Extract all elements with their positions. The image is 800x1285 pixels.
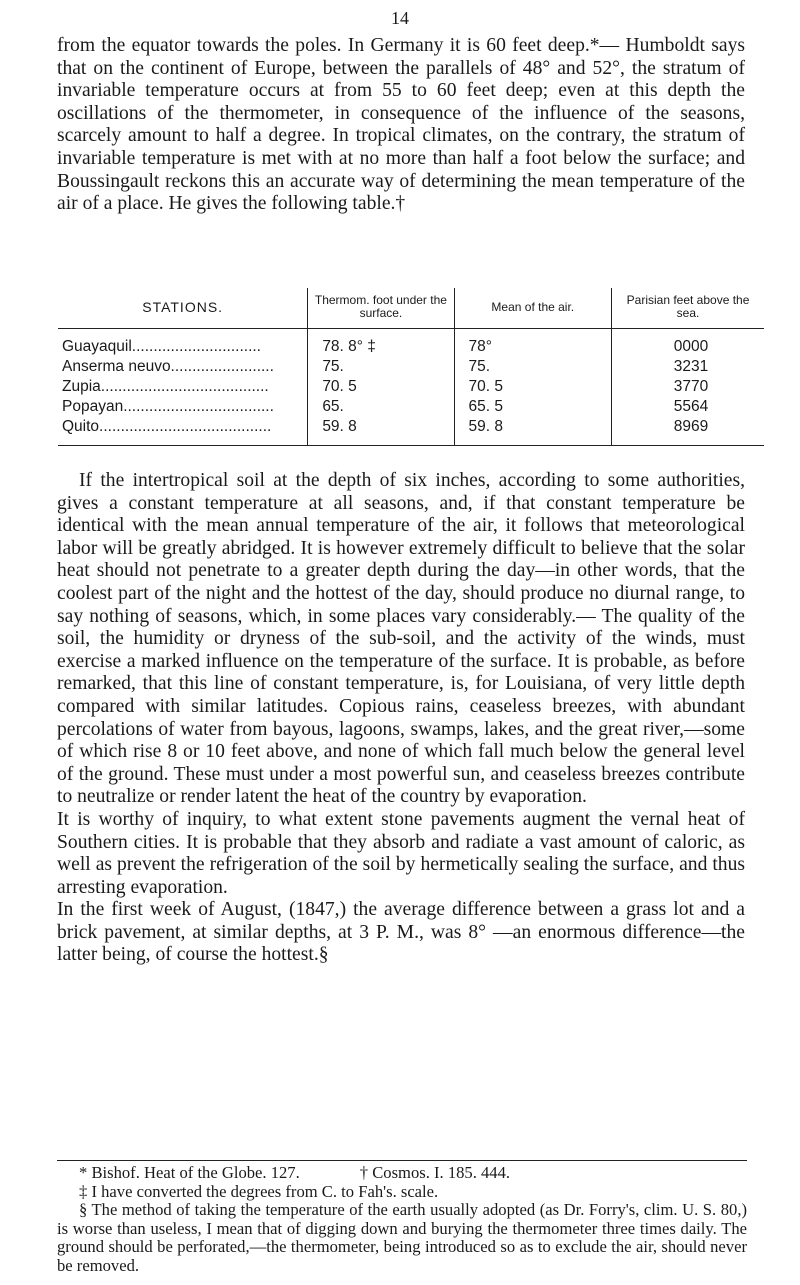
table-row <box>58 357 764 377</box>
feet-value: 3231 <box>673 358 709 375</box>
table-row <box>58 377 764 397</box>
thermom-value: 70. 5 <box>308 377 454 397</box>
paragraph-stone-pavements: It is worthy of inquiry, to what extent stone pavements augment the vernal heat of Southern cities. It is probable that they absorb and radiate a vast amount of caloric, as well as prevent the refrigeration of the soil by hermetically sealing the surface, and thus arresting evaporation. <box>57 808 745 898</box>
footnote-line-1 <box>57 1164 747 1183</box>
table-row <box>58 397 764 417</box>
header-mean-air: Mean of the air. <box>454 288 612 329</box>
footnote-method: § The method of taking the temperature of the earth usually adopted (as Dr. Forry's, clim. U. S. 80,) is worse than useless, I mean that of digging down and burying the thermometer three times daily. The ground should be perforated,—the thermometer, being introduced so as to exclude the air, should never be removed. <box>57 1200 747 1275</box>
station-name: Anserma neuvo........................ <box>62 358 274 375</box>
feet-value: 0000 <box>673 338 709 355</box>
header-stations: STATIONS. <box>58 288 308 329</box>
footnote-conversion: ‡ I have converted the degrees from C. to Fah's. scale. <box>79 1181 439 1201</box>
thermom-value: 65. <box>308 397 454 417</box>
feet-value: 3770 <box>673 378 709 395</box>
station-name: Guayaquil.............................. <box>62 338 261 355</box>
station-name: Popayan................................... <box>62 398 274 415</box>
thermom-value: 75. <box>308 357 454 377</box>
paragraph-august-1847: In the first week of August, (1847,) the average difference between a grass lot and a brick pavement, at similar depths, at 3 P. M., was 8° —an enormous difference—the latter being, of course the hottest.§ <box>57 899 745 966</box>
mean-air-value: 70. 5 <box>454 377 612 397</box>
station-name: Zupia....................................... <box>62 378 269 395</box>
mean-air-value: 65. 5 <box>454 397 612 417</box>
feet-value: 8969 <box>612 417 764 446</box>
mean-air-value: 59. 8 <box>454 417 612 446</box>
footnote-divider <box>57 1160 747 1161</box>
thermom-value: 59. 8 <box>308 417 454 446</box>
mean-air-value: 75. <box>454 357 612 377</box>
header-thermom: Thermom. foot under the surface. <box>308 288 454 329</box>
header-parisian-feet: Parisian feet above the sea. <box>612 288 764 329</box>
paragraph-humboldt: from the equator towards the poles. In Germany it is 60 feet deep.*— Humboldt says that on the continent of Europe, between the parallels of 48° and 52°, the stratum of invariable temperature occurs at from 55 to 60 feet deep; even at this depth the oscillations of the thermometer, in consequence of the influence of the seasons, scarcely amount to half a degree. In tropical climates, on the contrary, the stratum of invariable temperature is met with at no more than half a foot below the surface; and Boussingault reckons this an accurate way of determining the mean temperature of the air of a place. He gives the following table.† <box>57 35 745 215</box>
feet-value: 5564 <box>673 398 709 415</box>
table-header-row <box>58 288 764 329</box>
thermom-value: 78. 8° ‡ <box>308 329 454 358</box>
footnotes <box>57 1164 747 1276</box>
body-text-block <box>57 470 745 967</box>
table-row <box>58 417 764 446</box>
paragraph-intertropical: If the intertropical soil at the depth of six inches, according to some authorities, gives a constant temperature at all seasons, and, if that constant temperature be identical with the mean annual temperature of the air, it follows that meteorological labor will be greatly abridged. It is however extremely difficult to believe that the solar heat should not penetrate to a greater depth during the day—in other words, that the coolest part of the night and the hottest of the day, should produce no diurnal range, to say nothing of seasons, which, in some places vary considerably.— The quality of the soil, the humidity or dryness of the sub-soil, and the activity of the winds, must exercise a marked influence on the temperature of the surface. It is probable, as before remarked, that this line of constant temperature, is, for Louisiana, of very little depth compared with similar latitudes. Copious rains, ceaseless breezes, with abundant percolations of water from bayous, lagoons, swamps, lakes, and the great river,—some of which rise 8 or 10 feet above, and none of which fall much below the general level of the ground. These must under a most powerful sun, and ceaseless breezes contribute to neutralize or render latent the heat of the country by evaporation. <box>57 470 745 808</box>
station-name: Quito........................................ <box>62 418 272 435</box>
footnote-bishof: * Bishof. Heat of the Globe. 127. <box>79 1163 300 1182</box>
footnote-cosmos: † Cosmos. I. 185. 444. <box>359 1163 511 1182</box>
stations-table <box>58 288 764 446</box>
mean-air-value: 78° <box>454 329 612 358</box>
page-number: 14 <box>391 8 409 28</box>
table-row <box>58 329 764 358</box>
